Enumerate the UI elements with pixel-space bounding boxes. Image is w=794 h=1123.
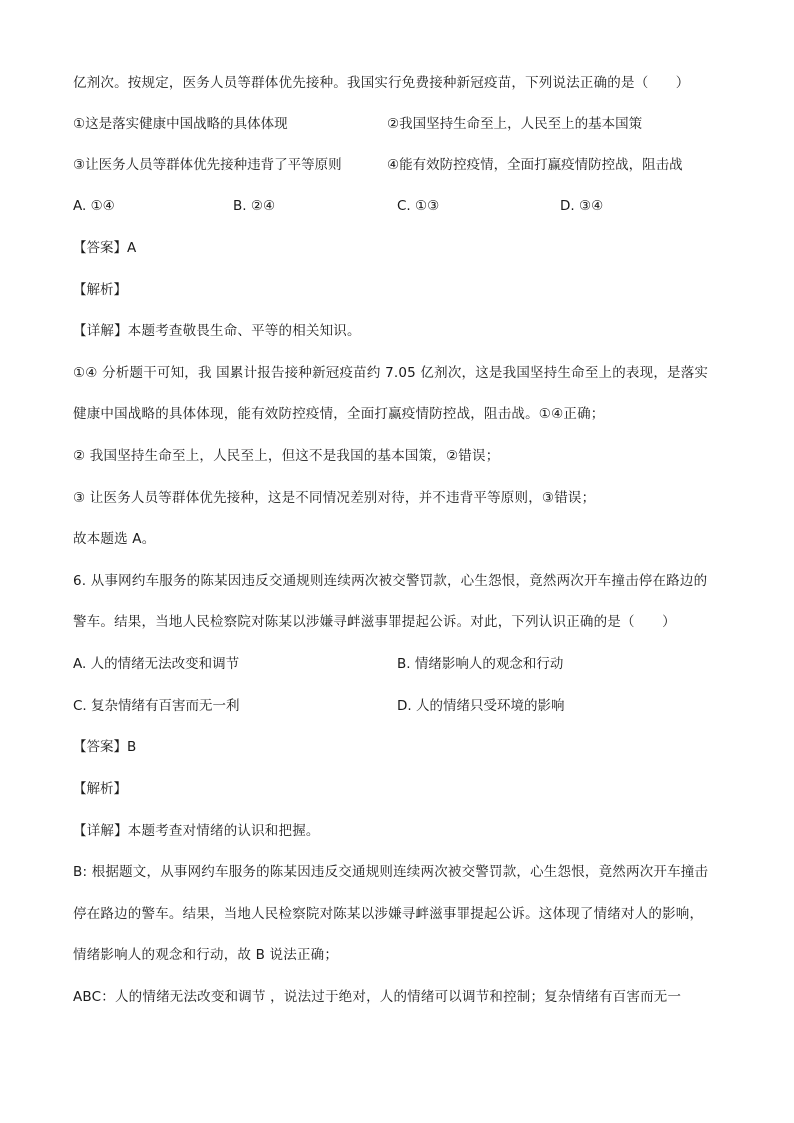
q5-stem-end: 亿剂次。按规定，医务人员等群体优先接种。我国实行免费接种新冠疫苗，下列说法正确的是（ ） [73,75,690,91]
q5-explain-1-line-2: 健康中国战略的具体体现，能有效防控疫情，全面打赢疫情防控战，阻击战。①④正确； [73,406,605,422]
q5-option-b: B. ②④ [233,198,276,214]
q6-option-b: B. 情绪影响人的观念和行动 [397,656,564,672]
q5-option-d: D. ③④ [560,198,604,214]
q5-analysis-label: 【解析】 [73,282,127,298]
q5-statement-4: ④能有效防控疫情，全面打赢疫情防控战，阻击战 [387,157,683,173]
q5-conclusion: 故本题选 A。 [73,531,156,547]
q6-analysis-label: 【解析】 [73,781,127,797]
q5-explain-3: ③ 让医务人员等群体优先接种，这是不同情况差别对待，并不违背平等原则，③错误； [73,490,596,506]
q5-option-a: A. ①④ [73,198,115,214]
q6-stem-line-1: 6. 从事网约车服务的陈某因违反交通规则连续两次被交警罚款，心生怨恨，竟然两次开车撞击停在路边的 [73,573,708,589]
q5-statement-2: ②我国坚持生命至上，人民至上的基本国策 [387,116,643,132]
q6-option-a: A. 人的情绪无法改变和调节 [73,656,240,672]
q6-detail: 【详解】本题考查对情绪的认识和把握。 [73,823,320,839]
q6-stem-line-2: 警车。结果，当地人民检察院对陈某以涉嫌寻衅滋事罪提起公诉。对此，下列认识正确的是（ ） [73,614,676,630]
answer-label: 【答案】 [73,739,127,755]
q5-statement-1: ①这是落实健康中国战略的具体体现 [73,116,288,132]
q6-explain-abc-line-1: ABC：人的情绪无法改变和调节 ，说法过于绝对，人的情绪可以调节和控制；复杂情绪有百害而无一 [73,989,682,1005]
q6-explain-b-line-2: 停在路边的警车。结果，当地人民检察院对陈某以涉嫌寻衅滋事罪提起公诉。这体现了情绪对人的影响， [73,906,704,922]
q6-explain-b-line-3: 情绪影响人的观念和行动，故 B 说法正确； [73,947,339,963]
answer-value: B [127,739,137,755]
q6-answer [73,737,136,757]
q5-explain-2: ② 我国坚持生命至上，人民至上，但这不是我国的基本国策，②错误； [73,448,500,464]
q5-option-c: C. ①③ [397,198,440,214]
q6-option-d: D. 人的情绪只受环境的影响 [397,698,565,714]
answer-label: 【答案】 [73,240,127,256]
answer-value: A [127,240,137,256]
q6-option-c: C. 复杂情绪有百害而无一利 [73,698,240,714]
q5-statement-3: ③让医务人员等群体优先接种违背了平等原则 [73,157,342,173]
q5-detail: 【详解】本题考查敬畏生命、平等的相关知识。 [73,323,361,339]
q6-explain-b-line-1: B: 根据题文，从事网约车服务的陈某因违反交通规则连续两次被交警罚款，心生怨恨，竟然两次开车撞击 [73,864,709,880]
q5-answer [73,238,136,258]
q5-explain-1-line-1: ①④ 分析题干可知，我 国累计报告接种新冠疫苗约 7.05 亿剂次，这是我国坚持生命至上的表现，是落实 [73,365,709,381]
